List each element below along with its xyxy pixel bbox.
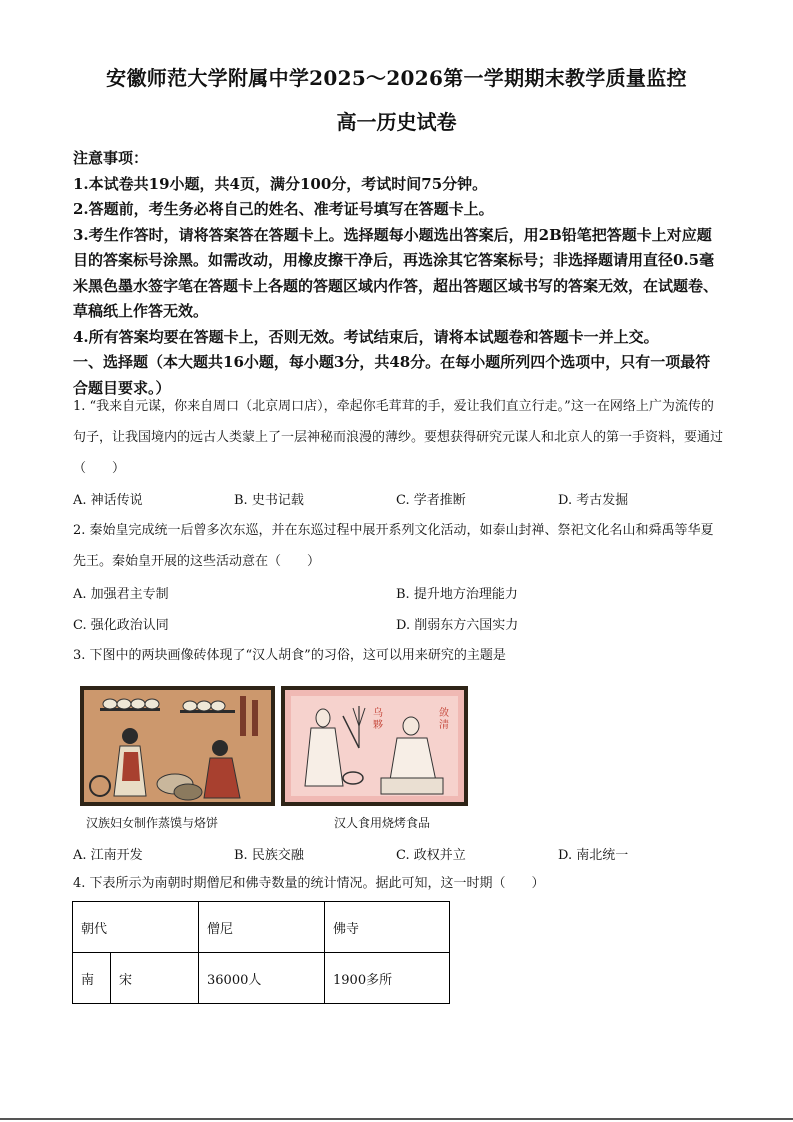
- brick-painting-cooking: [80, 686, 275, 806]
- option-c: C. 强化政治认同: [73, 618, 169, 633]
- section-heading: 一、选择题（本大题共16小题，每小题3分，共48分。在每小题所列四个选项中，只有一项最符合题目要求。）: [73, 353, 711, 397]
- svg-text:敛: 敛: [439, 708, 449, 719]
- table-header-row: [73, 902, 450, 953]
- brick-painting-bbq: [281, 686, 468, 806]
- note-item-3: 3.考生作答时，请将答案答在答题卡上。选择题每小题选出答案后，用2B铅笔把答题卡上对应题目的答案标号涂黑。如需改动，用橡皮擦干净后，再选涂其它答案标号；非选择题请用直径0.5毫米黑色墨水签字笔在答题卡上各题的答题区域内作答，超出答题区域书写的答案无效，在试题卷、草稿纸上作答无效。: [73, 225, 719, 320]
- page-bottom-divider: [0, 1118, 793, 1120]
- caption-right: 汉人食用烧烤食品: [334, 816, 431, 830]
- caption-left: 汉族妇女制作蒸馍与烙饼: [86, 816, 219, 830]
- question-3-stem: 3. 下图中的两块画像砖体现了“汉人胡食”的习俗，这可以用来研究的主题是: [73, 648, 506, 663]
- question-2: [73, 515, 723, 577]
- option-d: D. 考古发掘: [558, 493, 629, 508]
- statistics-table: [72, 901, 450, 1004]
- question-2-stem: 2. 秦始皇完成统一后曾多次东巡，并在东巡过程中展开系列文化活动，如泰山封禅、祭祀文化名山和舜禹等华夏先王。秦始皇开展的这些活动意在（ ）: [73, 523, 714, 569]
- note-item-2: 2.答题前，考生务必将自己的姓名、准考证号填写在答题卡上。: [73, 200, 494, 218]
- option-b: B. 民族交融: [234, 848, 304, 863]
- question-1-options: [73, 489, 723, 513]
- table-row: [73, 953, 450, 1004]
- table-header-cell: 朝代: [73, 902, 199, 953]
- option-d: D. 削弱东方六国实力: [396, 618, 519, 633]
- option-b: B. 提升地方治理能力: [396, 587, 518, 602]
- question-2-options-row2: [73, 614, 723, 638]
- svg-text:夥: 夥: [373, 720, 383, 731]
- notes-heading: 注意事项：: [73, 149, 149, 167]
- option-a: A. 加强君主专制: [73, 587, 169, 602]
- question-3: [73, 640, 723, 671]
- note-item-1: 1.本试卷共19小题，共4页，满分100分，考试时间75分钟。: [73, 174, 488, 193]
- question-1: [73, 391, 723, 484]
- note-item-4: 4.所有答案均要在答题卡上，否则无效。考试结束后，请将本试题卷和答题卡一并上交。: [73, 327, 659, 346]
- option-a: A. 江南开发: [73, 848, 143, 863]
- table-cell: 1900多所: [325, 953, 450, 1004]
- notes-section: [73, 146, 723, 401]
- option-d: D. 南北统一: [558, 848, 629, 863]
- table-cell: 宋: [111, 953, 199, 1004]
- option-b: B. 史书记载: [234, 493, 304, 508]
- table-header-cell: 佛寺: [325, 902, 450, 953]
- table-cell: 36000人: [199, 953, 325, 1004]
- option-a: A. 神话传说: [73, 493, 143, 508]
- exam-title: 安徽师范大学附属中学2025～2026第一学期期末教学质量监控: [106, 66, 687, 90]
- option-c: C. 学者推断: [396, 493, 466, 508]
- question-3-options: [73, 844, 723, 868]
- question-4: [73, 868, 723, 899]
- question-4-stem: 4. 下表所示为南朝时期僧尼和佛寺数量的统计情况。据此可知，这一时期（ ）: [73, 876, 545, 891]
- table-cell: 南: [73, 953, 111, 1004]
- table-header-cell: 僧尼: [199, 902, 325, 953]
- question-1-stem: 1. “我来自元谋，你来自周口（北京周口店），牵起你毛茸茸的手，爱让我们直立行走。”这一在网络上广为流传的句子，让我国境内的远古人类蒙上了一层神秘而浪漫的薄纱。要想获得研究元谋人和北京人的第一手资料，要通过（ ）: [73, 399, 724, 476]
- svg-text:清: 清: [439, 720, 449, 731]
- exam-subtitle: 高一历史试卷: [336, 110, 457, 134]
- svg-text:乌: 乌: [373, 708, 383, 719]
- question-2-options-row1: [73, 583, 723, 607]
- option-c: C. 政权并立: [396, 848, 466, 863]
